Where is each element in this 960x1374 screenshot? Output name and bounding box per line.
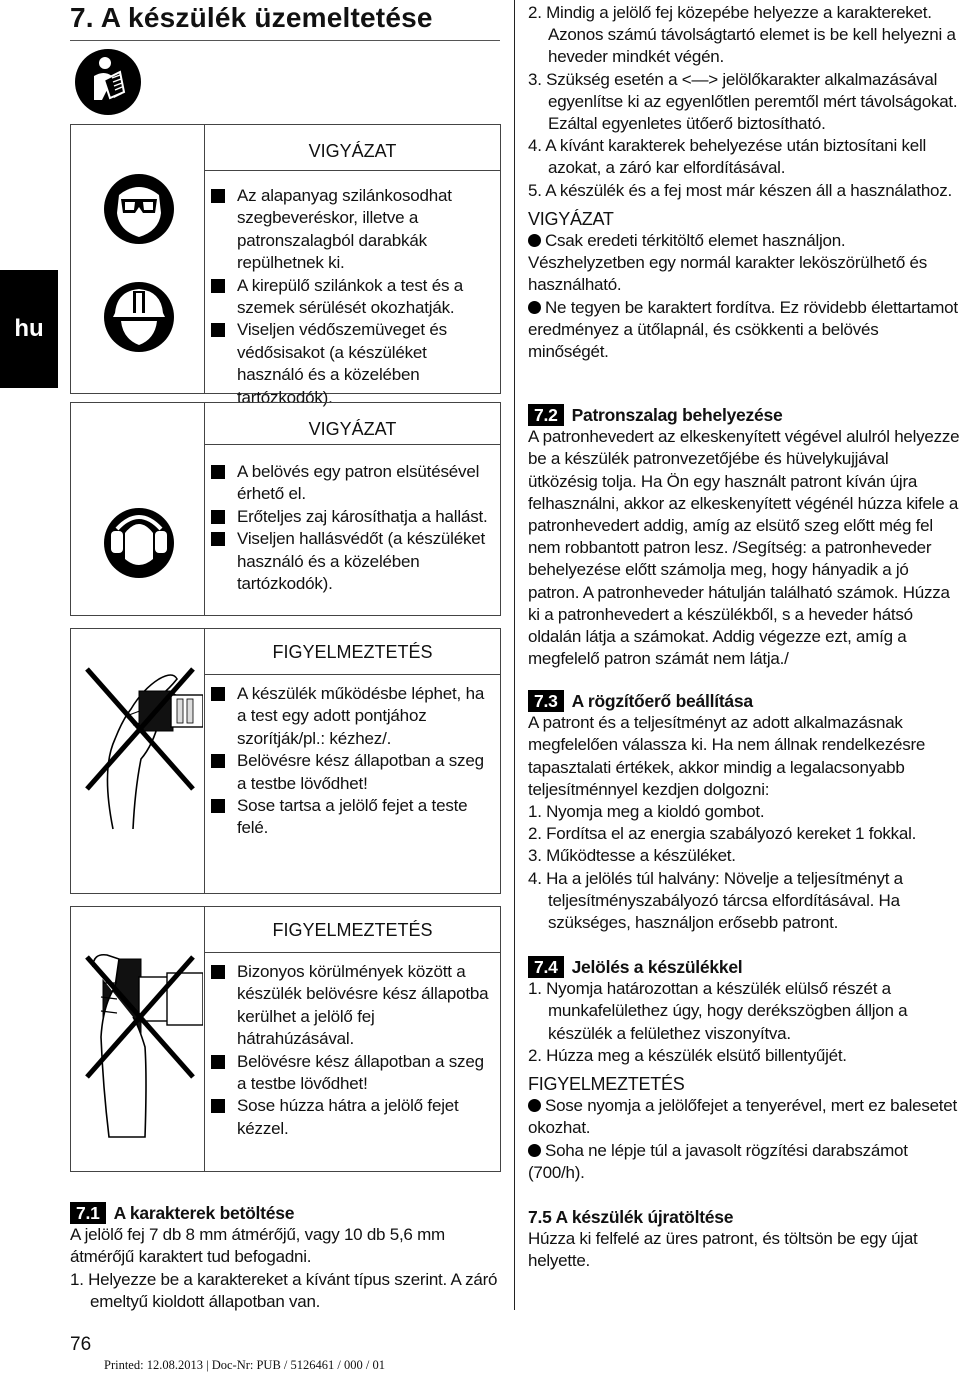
section-title: Jelölés a készülékkel xyxy=(571,957,743,977)
warning-list xyxy=(205,961,500,1140)
right-column-top xyxy=(528,2,960,363)
step: 4. Ha a jelölés túl halvány: Növelje a teljesítményt a teljesítményszabályozó tárcsa elfordításával. Ha szükséges, használjon erősebb patront. xyxy=(528,868,903,933)
bullet-dot xyxy=(528,301,541,314)
section-title: 7.5 A készülék újratöltése xyxy=(528,1207,734,1227)
warning-heading: VIGYÁZAT xyxy=(205,403,500,445)
section-number: 7.2 xyxy=(528,404,564,426)
print-info: Printed: 12.08.2013 | Doc-Nr: PUB / 5126461 / 000 / 01 xyxy=(104,1358,385,1372)
language-tab: hu xyxy=(0,270,58,388)
warning-item: Az alapanyag szilánkosodhat szegbeveréskor, illetve a patronszalagból darabkák repülhetnek ki. xyxy=(205,185,490,275)
page-title: 7. A készülék üzemeltetése xyxy=(70,2,433,33)
warning-heading: VIGYÁZAT xyxy=(205,125,500,171)
warning-bullet: Sose nyomja a jelölőfejet a tenyerével, mert ez balesetet okozhat. xyxy=(528,1096,957,1138)
do-not-pull-marking-head-icon xyxy=(73,927,203,1147)
step-2: 2. Mindig a jelölő fej közepébe helyezze a karaktereket. Azonos számú távolságtartó elemet is be kell helyezni a heveder mindkét végén. xyxy=(528,3,956,67)
warning-box-eye-head-protection xyxy=(70,124,501,407)
step: 3. Működtesse a készüléket. xyxy=(528,846,736,866)
section-heading xyxy=(528,690,960,712)
section-number: 7.1 xyxy=(70,1202,106,1224)
ear-protection-icon xyxy=(103,507,175,579)
warning-pictograms xyxy=(71,907,205,1171)
section-7-4 xyxy=(528,956,960,1184)
warning-bullet: Soha ne lépje túl a javasolt rögzítési darabszámot (700/h). xyxy=(528,1140,908,1182)
step: 2. Fordítsa el az energia szabályozó kereket 1 fokkal. xyxy=(528,824,917,844)
section-heading xyxy=(528,404,960,426)
title-rule xyxy=(70,40,500,41)
warning-pictograms xyxy=(71,125,205,393)
step-3: 3. Szükség esetén a <—> jelölőkarakter alkalmazásával egyenlítse ki az egyenlőtlen peremtől mért távolságokat. Ezáltal egyenletes ütőerő biztosítható. xyxy=(528,69,958,134)
caution-bullet: Ne tegyen be karaktert fordítva. Ez rövidebb élettartamot eredményez a ütőlapnál, és csökkenti a belövés minőségét. xyxy=(528,297,958,362)
warning-box-hearing-protection xyxy=(70,402,501,616)
caution-label: VIGYÁZAT xyxy=(528,208,614,229)
warning-pictograms xyxy=(71,403,205,615)
warning-item: Belövésre kész állapotban a szeg a testbe lövődhet! xyxy=(205,750,490,795)
section-body: Húzza ki felfelé az üres patront, és töltsön be egy újat helyette. xyxy=(528,1229,918,1271)
section-body: A jelölő fej 7 db 8 mm átmérőjű, vagy 10 db 5,6 mm átmérőjű karaktert tud befogadni. xyxy=(70,1225,445,1267)
warning-item: Viseljen hallásvédőt (a készüléket használó és a közelében tartózkodók). xyxy=(205,528,490,595)
section-7-1 xyxy=(70,1202,502,1313)
read-manual-icon xyxy=(74,48,142,116)
do-not-press-tool-against-hand-icon xyxy=(73,649,203,839)
section-7-2 xyxy=(528,404,960,670)
step: 1. Nyomja meg a kioldó gombot. xyxy=(528,802,765,822)
warning-heading: FIGYELMEZTETÉS xyxy=(205,907,500,953)
page-number: 76 xyxy=(70,1334,92,1355)
step: 2. Húzza meg a készülék elsütő billentyűjét. xyxy=(528,1045,847,1065)
warning-item: Viseljen védőszemüveget és védősisakot (a készüléket használó és a közelében tartózkodók). xyxy=(205,319,490,409)
warning-box-pulling-head xyxy=(70,906,501,1172)
warning-item: A kirepülő szilánkok a test és a szemek sérülését okozhatják. xyxy=(205,275,490,320)
warning-pictograms xyxy=(71,629,205,893)
warning-item: A készülék működésbe léphet, ha a test egy adott pontjához szorítják/pl.: kézhez/. xyxy=(205,683,490,750)
bullet-dot xyxy=(528,1099,541,1112)
section-number: 7.3 xyxy=(528,690,564,712)
caution-bullet: Csak eredeti térkitöltő elemet használjon. Vészhelyzetben egy normál karakter leköszörülhető és használható. xyxy=(528,231,927,295)
step-4: 4. A kívánt karakterek behelyezése után biztosítani kell azokat, a záró kar elfordításával. xyxy=(528,136,927,178)
warning-box-hand-pressing xyxy=(70,628,501,894)
section-title: Patronszalag behelyezése xyxy=(571,405,783,425)
step-1: 1. Helyezze be a karaktereket a kívánt típus szerint. A záró emeltyű kioldott állapotban van. xyxy=(70,1269,498,1311)
section-body: A patront és a teljesítményt az adott alkalmazásnak megfelelően válassza ki. Ha nem állnak rendelkezésre tapasztalati értékek, akkor mindig a legalacsonyabb teljesítménnyel kezdjen dolgozni: xyxy=(528,713,926,799)
warning-list xyxy=(205,461,500,595)
bullet-dot xyxy=(528,234,541,247)
warning-item: A belövés egy patron elsütésével érhető el. xyxy=(205,461,490,506)
section-number: 7.4 xyxy=(528,956,564,978)
warning-list xyxy=(205,185,500,409)
step-5: 5. A készülék és a fej most már készen áll a használathoz. xyxy=(528,180,952,200)
section-title: A rögzítőerő beállítása xyxy=(571,691,753,711)
warning-list xyxy=(205,683,500,840)
column-divider xyxy=(514,0,515,1310)
section-heading xyxy=(70,1202,502,1224)
warning-item: Sose húzza hátra a jelölő fejet kézzel. xyxy=(205,1095,490,1140)
section-7-3 xyxy=(528,690,960,934)
warning-item: Erőteljes zaj károsíthatja a hallást. xyxy=(205,506,490,528)
warning-heading: FIGYELMEZTETÉS xyxy=(205,629,500,675)
section-heading xyxy=(528,956,960,978)
section-7-5 xyxy=(528,1206,960,1273)
section-title: A karakterek betöltése xyxy=(113,1203,295,1223)
warning-item: Bizonyos körülmények között a készülék belövésre kész állapotba kerülhet a jelölő fej hátrahúzásával. xyxy=(205,961,490,1051)
warning-item: Sose tartsa a jelölő fejet a teste felé. xyxy=(205,795,490,840)
step: 1. Nyomja határozottan a készülék elülső részét a munkafelülethez úgy, hogy derékszögben álljon a készülék a felülethez viszonyítva. xyxy=(528,979,908,1043)
warning-item: Belövésre kész állapotban a szeg a testbe lövődhet! xyxy=(205,1051,490,1096)
safety-helmet-icon xyxy=(103,281,175,353)
section-body: A patronhevedert az elkeskenyített végével alulról helyezze be a készülék patronvezetőjébe és hüvelykujjával ütközésig tolja. Ha Ön egy használt patront kíván újra felhasználni, akkor az elkeskenyített végénél húzza kifele a patronhevedert addig, amíg az elsütő szeg előtt még fel nem robbantott patron lesz. /Segítség: a patronheveder behelyezése előtt számolja meg, hogy hányadik a jó patron. A patronheveder hátulján található számok. Húzza ki a patronhevedert a készülékből, s a heveder hátsó oldalán látja a számokat. Addig végezze ezt, amíg a megfelelő patron számát nem látja./ xyxy=(528,427,960,669)
warning-label: FIGYELMEZTETÉS xyxy=(528,1074,685,1095)
safety-goggles-icon xyxy=(103,173,175,245)
bullet-dot xyxy=(528,1144,541,1157)
